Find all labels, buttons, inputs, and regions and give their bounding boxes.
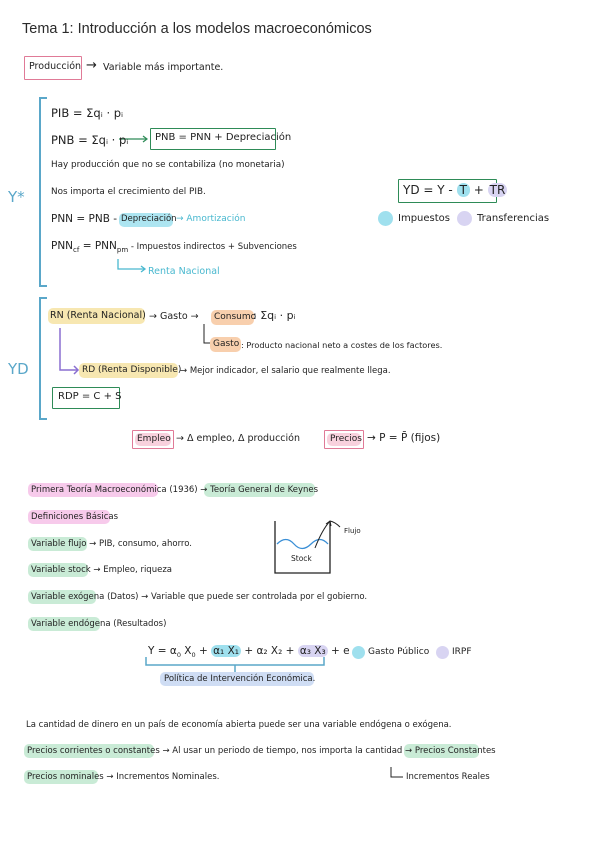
consumo-label: Consumo — [214, 312, 257, 322]
stock-label: Variable stock — [31, 565, 91, 575]
definiciones-label: Definiciones Básicas — [31, 512, 119, 522]
eq-a3: α₃ X₃ — [299, 645, 326, 657]
line-crecimiento-pib: Nos importa el crecimiento del PIB. — [51, 187, 206, 197]
diagram-flujo-label: Flujo — [344, 527, 361, 535]
pnncf-mid: = PNN — [79, 240, 117, 252]
gasto-publico-dot — [352, 646, 365, 659]
transferencias-dot — [457, 211, 472, 226]
pib-formula: PIB = Σqᵢ · pᵢ — [51, 106, 124, 120]
eq-p1: + — [195, 645, 212, 657]
rn-label: RN (Renta Nacional) — [50, 310, 146, 321]
amortizacion-label: → Amortización — [176, 214, 246, 224]
transferencias-legend: Transferencias — [477, 213, 550, 224]
keynes-general-theory: Teoría General de Keynes — [210, 485, 319, 495]
corrientes-result: Precios Constantes — [414, 746, 496, 756]
pnncf-rest: - Impuestos indirectos + Subvenciones — [128, 242, 297, 252]
nominales-line — [27, 772, 219, 782]
pnn-formula: PNN = PNB - — [51, 213, 118, 225]
endogena-text: (Resultados) — [110, 619, 167, 629]
flujo-label: Variable flujo — [31, 539, 87, 549]
eq-end: + e — [327, 645, 350, 657]
yd-prefix: YD = Y - — [403, 183, 453, 197]
pnncf-sub: cf — [73, 246, 80, 255]
gasto-arrow-label: → Gasto → — [149, 311, 199, 322]
produccion-text: Variable más importante. — [103, 62, 224, 73]
yd-tr: TR — [489, 183, 506, 197]
pnb-box-text: PNB = PNN + Depreciación — [155, 132, 292, 143]
pnb-formula: PNB = Σqᵢ · pᵢ — [51, 133, 129, 147]
endogena-label: Variable endógena — [31, 619, 111, 629]
precios-text: → P = P̄ (fijos) — [367, 432, 441, 444]
gasto-label: Gasto — [213, 339, 240, 349]
keynes-line — [31, 485, 318, 495]
eq-x0: X — [180, 645, 192, 657]
pnncf-main: PNN — [51, 240, 74, 252]
flujo-line — [31, 539, 192, 549]
produccion-arrow: → — [86, 58, 97, 73]
exogena-text: (Datos) → Variable que puede ser controlada por el gobierno. — [104, 592, 368, 602]
gasto-publico-legend: Gasto Público — [368, 647, 430, 657]
eq-p2: + α₂ X₂ + — [240, 645, 298, 657]
empleo-label: Empleo — [137, 434, 171, 444]
eq-y: Y = α — [148, 645, 177, 657]
eq-a1: α₁ X₁ — [213, 645, 239, 657]
renta-nacional-note: Renta Nacional — [148, 266, 220, 277]
corrientes-text: → Al usar un periodo de tiempo, nos importa la cantidad → — [159, 746, 415, 756]
eq-s0b: 0 — [191, 651, 196, 660]
page-title: Tema 1: Introducción a los modelos macroeconómicos — [22, 21, 372, 37]
irpf-legend: IRPF — [452, 647, 472, 657]
diagram-stock-label: Stock — [291, 554, 312, 563]
impuestos-legend: Impuestos — [398, 213, 450, 224]
ystar-label: Y* — [8, 188, 25, 206]
pnncf-sub2: pm — [116, 246, 129, 255]
empleo-text: → Δ empleo, Δ producción — [176, 433, 300, 444]
keynes-first-theory: Primera Teoría Macroeconómica — [31, 485, 167, 495]
nominales-label: Precios nominales — [27, 772, 104, 782]
stock-line — [31, 565, 172, 575]
gasto-definition: : Producto nacional neto a costes de los factores. — [241, 340, 443, 350]
regression-equation — [148, 645, 350, 659]
pnncf-formula — [51, 240, 297, 254]
depreciacion-label: Depreciación — [121, 214, 177, 224]
produccion-label: Producción — [29, 61, 82, 72]
endogena-line — [31, 619, 166, 629]
yd-plus: + — [473, 183, 484, 197]
exogena-line — [31, 592, 367, 602]
stock-text: → Empleo, riqueza — [90, 565, 172, 575]
politica-label: Política de Intervención Económica. — [164, 674, 316, 684]
keynes-year: (1936) → — [166, 485, 211, 495]
consumo-formula: : Σqᵢ · pᵢ — [253, 309, 296, 322]
corrientes-line — [27, 746, 496, 756]
stock-diagram — [275, 521, 340, 573]
line-hay-produccion: Hay producción que no se contabiliza (no monetaria) — [51, 160, 285, 170]
precios-label: Precios — [330, 434, 362, 444]
rd-label: RD (Renta Disponible) — [82, 365, 182, 375]
rd-description: → Mejor indicador, el salario que realmente llega. — [180, 366, 391, 376]
cantidad-dinero-text: La cantidad de dinero en un país de economía abierta puede ser una variable endógena o exógena. — [26, 720, 452, 730]
impuestos-dot — [378, 211, 393, 226]
yd-label: YD — [8, 360, 29, 378]
yd-box-formula — [403, 183, 507, 197]
yd-t: T — [457, 183, 470, 197]
flujo-text: → PIB, consumo, ahorro. — [86, 539, 192, 549]
exogena-label: Variable exógena — [31, 592, 105, 602]
incrementos-reales-label: Incrementos Reales — [406, 772, 490, 782]
nominales-text: → Incrementos Nominales. — [103, 772, 220, 782]
irpf-dot — [436, 646, 449, 659]
eq-s0: 0 — [176, 651, 181, 660]
rdp-formula: RDP = C + S — [58, 391, 122, 402]
corrientes-label: Precios corrientes o constantes — [27, 746, 160, 756]
